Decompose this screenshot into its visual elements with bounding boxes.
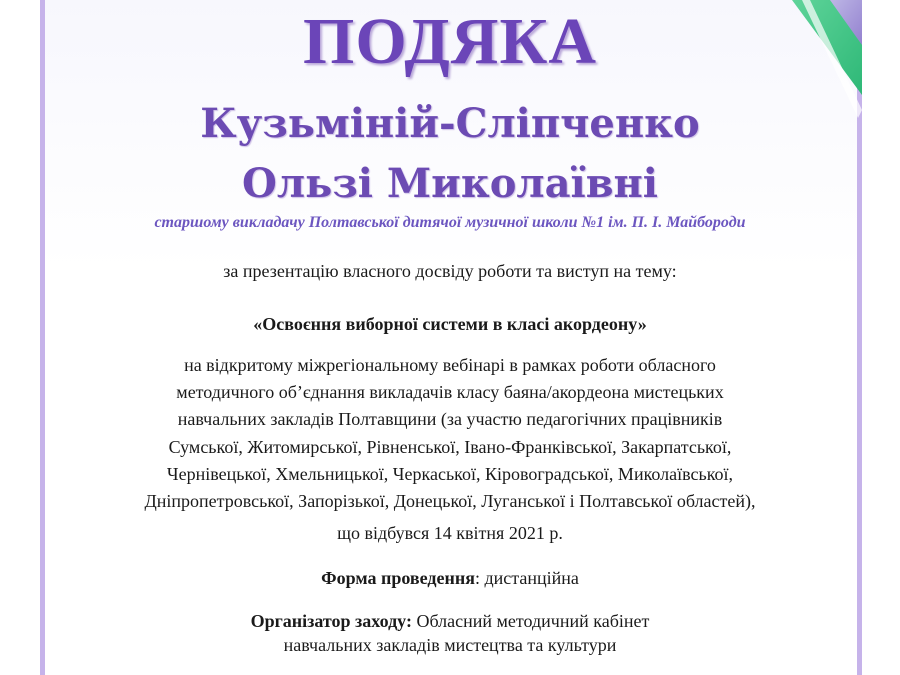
form-value: : дистанційна — [474, 568, 579, 588]
description-line: Чернівецької, Хмельницької, Черкаської, Кіровоградської, Миколаївської, — [166, 463, 734, 484]
event-form — [0, 568, 900, 589]
organizer-line-2: навчальних закладів мистецтва та культури — [283, 635, 617, 655]
recipient-given-names: Ользі Миколаївні — [242, 160, 658, 207]
event-description — [80, 352, 820, 515]
presentation-topic: «Освоєння виборної системи в класі акордеону» — [253, 314, 647, 334]
organizer-value: Обласний методичний кабінет — [411, 611, 650, 631]
event-date: що відбувся 14 квітня 2021 р. — [337, 523, 563, 543]
intro-text: за презентацію власного досвіду роботи та виступ на тему: — [223, 261, 677, 281]
organizer-label: Організатор заходу: — [250, 611, 412, 631]
description-line: Дніпропетровської, Запорізької, Донецької, Луганської і Полтавської областей), — [144, 491, 756, 512]
recipient-surname: Кузьміній-Сліпченко — [200, 100, 700, 147]
description-line: Сумської, Житомирської, Рівненської, Івано-Франківської, Закарпатської, — [168, 436, 732, 457]
form-label: Форма проведення — [321, 568, 475, 588]
certificate-title: ПОДЯКА — [303, 5, 597, 78]
organizer-line-1 — [0, 611, 900, 632]
description-line: методичного об’єднання викладачів класу баяна/акордеона мистецьких — [176, 382, 724, 403]
description-line: навчальних закладів Полтавщини (за участю педагогічних працівників — [177, 409, 723, 430]
description-line: на відкритому міжрегіональному вебінарі в рамках роботи обласного — [184, 355, 716, 375]
recipient-position: старшому викладачу Полтавської дитячої музичної школи №1 ім. П. І. Майбороди — [154, 214, 746, 231]
